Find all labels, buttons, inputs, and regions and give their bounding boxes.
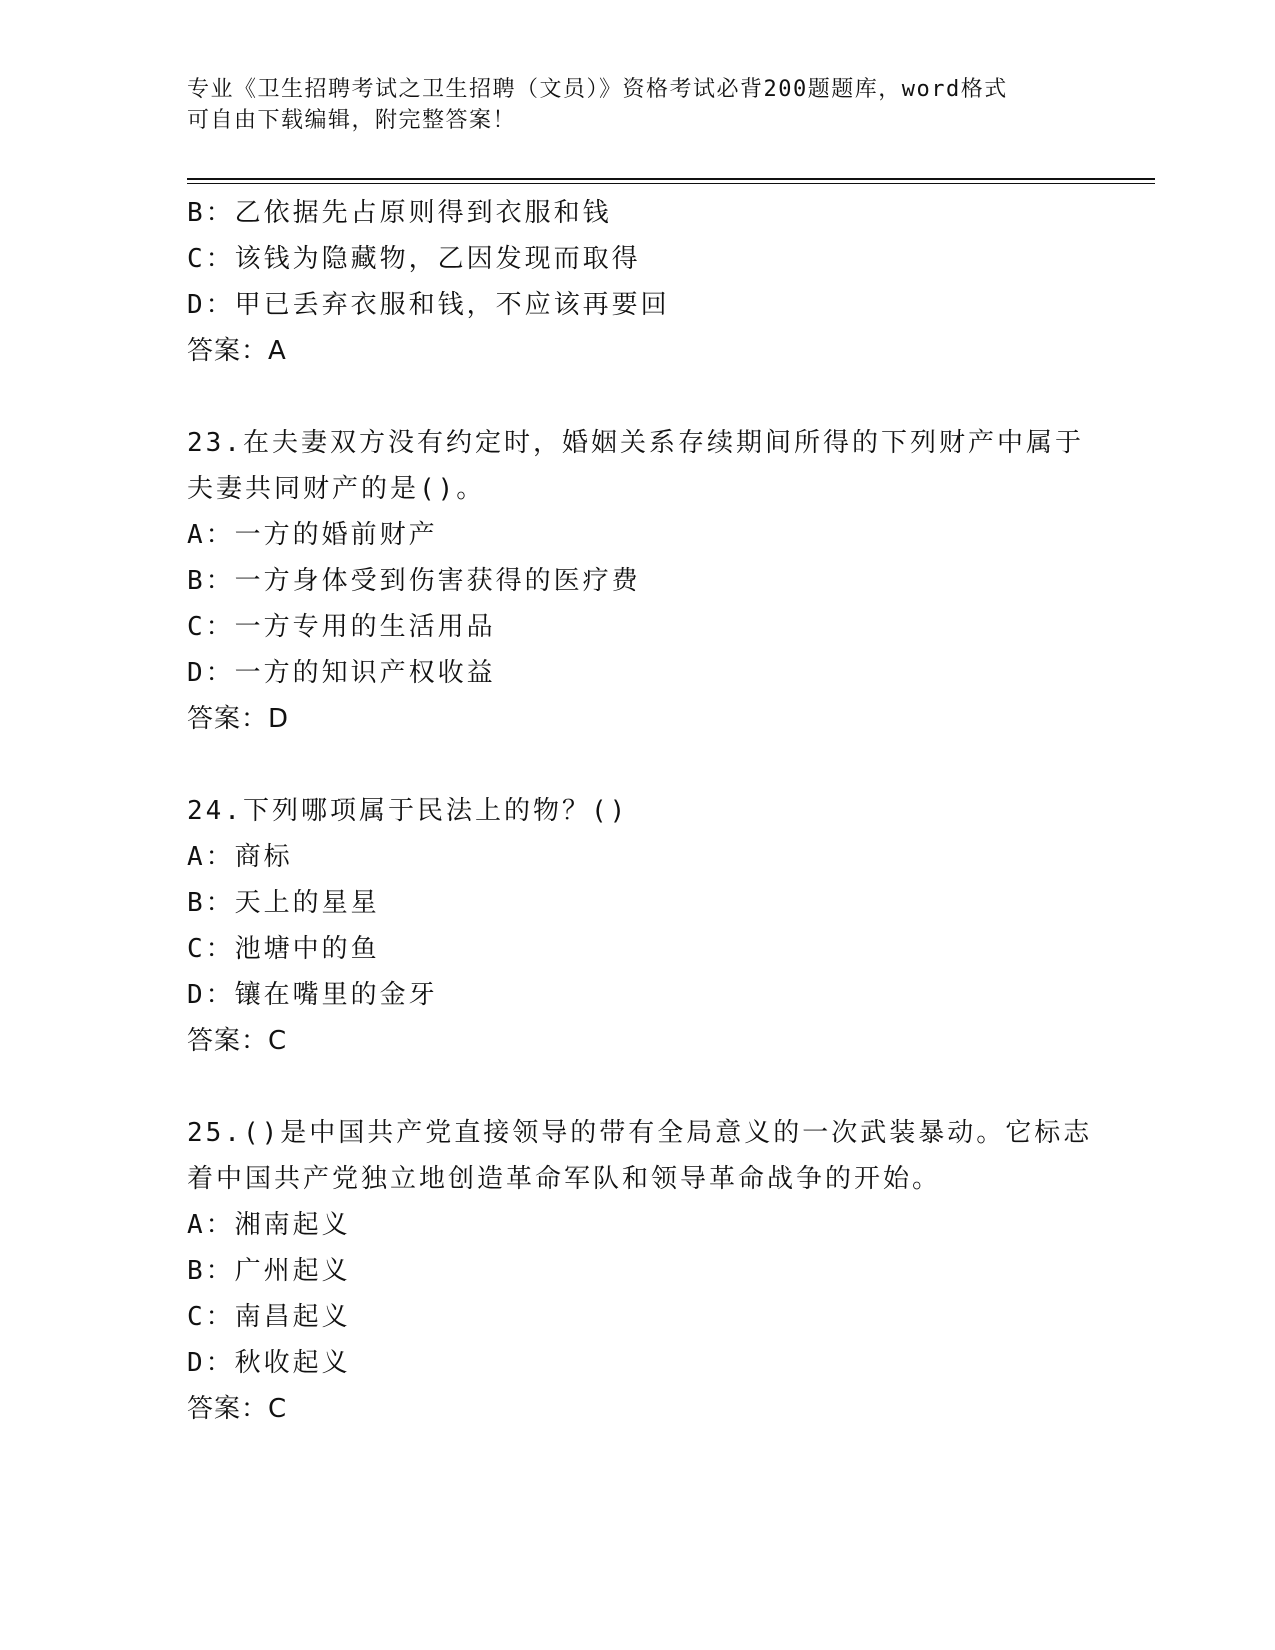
- option-a: A：商标: [187, 842, 293, 872]
- option-d: D：秋收起义: [187, 1348, 351, 1378]
- answer-line: 答案：C: [187, 1394, 288, 1424]
- option-b: B：乙依据先占原则得到衣服和钱: [187, 198, 612, 228]
- option-c: C：该钱为隐藏物，乙因发现而取得: [187, 244, 641, 274]
- question-25: [187, 1110, 1093, 1432]
- option-a: A：一方的婚前财产: [187, 520, 438, 550]
- option-b: B：一方身体受到伤害获得的医疗费: [187, 566, 641, 596]
- question-fragment: [187, 190, 1087, 374]
- option-c: C：池塘中的鱼: [187, 934, 380, 964]
- spacer: [187, 742, 1087, 788]
- question-23: [187, 420, 1087, 742]
- question-24: [187, 788, 1087, 1064]
- option-d: D：镶在嘴里的金牙: [187, 980, 438, 1010]
- answer-line: 答案：C: [187, 1026, 288, 1056]
- option-b: B：天上的星星: [187, 888, 380, 918]
- header-line-2: 可自由下载编辑，附完整答案！: [187, 108, 517, 133]
- option-d: D：一方的知识产权收益: [187, 658, 496, 688]
- question-list: [187, 190, 1093, 1432]
- question-stem-line: 24.下列哪项属于民法上的物？(): [187, 796, 629, 826]
- spacer: [187, 1064, 1087, 1110]
- spacer: [187, 374, 1087, 420]
- question-stem-line: 25.()是中国共产党直接领导的带有全局意义的一次武装暴动。它标志: [187, 1118, 1093, 1148]
- question-stem-line: 着中国共产党独立地创造革命军队和领导革命战争的开始。: [187, 1164, 942, 1194]
- question-stem-line: 夫妻共同财产的是()。: [187, 474, 486, 504]
- document-header: [187, 74, 1087, 136]
- option-c: C：一方专用的生活用品: [187, 612, 496, 642]
- question-stem-line: 23.在夫妻双方没有约定时，婚姻关系存续期间所得的下列财产中属于: [187, 428, 1084, 458]
- option-b: B：广州起义: [187, 1256, 351, 1286]
- option-c: C：南昌起义: [187, 1302, 351, 1332]
- option-d: D：甲已丢弃衣服和钱，不应该再要回: [187, 290, 670, 320]
- answer-line: 答案：A: [187, 336, 287, 366]
- header-divider-thin: [187, 183, 1155, 184]
- option-a: A：湘南起义: [187, 1210, 351, 1240]
- header-divider-thick: [187, 178, 1155, 180]
- header-line-1: 专业《卫生招聘考试之卫生招聘（文员）》资格考试必背200题题库，word格式: [187, 77, 1008, 102]
- answer-line: 答案：D: [187, 704, 290, 734]
